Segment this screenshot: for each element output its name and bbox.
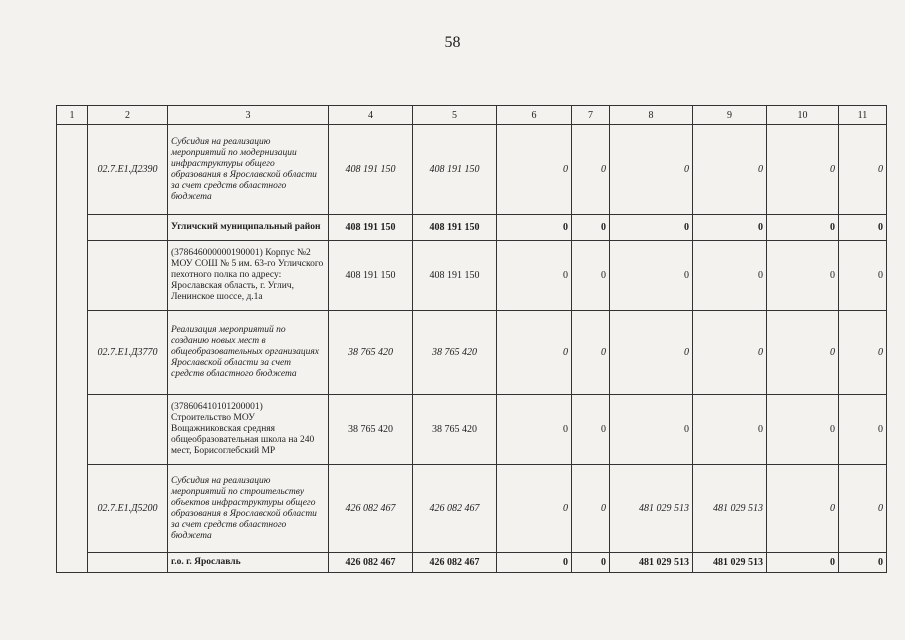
code-cell: [88, 395, 168, 465]
header-cell: 7: [572, 106, 610, 125]
code-cell: [88, 215, 168, 241]
header-cell: 3: [168, 106, 329, 125]
value-cell: 38 765 420: [329, 311, 413, 395]
value-cell: 0: [610, 395, 693, 465]
value-cell: 0: [497, 215, 572, 241]
table-row: [57, 395, 887, 465]
value-cell: 0: [839, 553, 887, 573]
value-cell: 0: [497, 465, 572, 553]
value-cell: 0: [767, 125, 839, 215]
value-cell: 0: [693, 241, 767, 311]
value-cell: 408 191 150: [329, 215, 413, 241]
page-number: 58: [444, 34, 461, 51]
value-cell: 0: [767, 553, 839, 573]
table-row: [57, 125, 887, 215]
code-cell: 02.7.E1.Д5200: [88, 465, 168, 553]
value-cell: 0: [839, 395, 887, 465]
value-cell: 481 029 513: [693, 465, 767, 553]
description-cell: Субсидия на реализацию мероприятий по строительству объектов инфраструктуры общего образования в Ярославской области за счет средств областного бюджета: [168, 465, 329, 553]
value-cell: 0: [572, 311, 610, 395]
code-cell: 02.7.E1.Д3770: [88, 311, 168, 395]
header-cell: 8: [610, 106, 693, 125]
header-cell: 9: [693, 106, 767, 125]
value-cell: 408 191 150: [413, 125, 497, 215]
value-cell: 481 029 513: [693, 553, 767, 573]
header-cell: 6: [497, 106, 572, 125]
header-cell: 11: [839, 106, 887, 125]
description-cell: г.о. г. Ярославль: [168, 553, 329, 573]
value-cell: 426 082 467: [413, 465, 497, 553]
value-cell: 0: [572, 241, 610, 311]
value-cell: 426 082 467: [329, 553, 413, 573]
value-cell: 0: [839, 215, 887, 241]
header-cell: 10: [767, 106, 839, 125]
table-row: [57, 311, 887, 395]
value-cell: 0: [767, 215, 839, 241]
table-row: [57, 215, 887, 241]
value-cell: 0: [497, 125, 572, 215]
value-cell: 0: [693, 395, 767, 465]
value-cell: 0: [693, 311, 767, 395]
value-cell: 38 765 420: [413, 311, 497, 395]
value-cell: 426 082 467: [413, 553, 497, 573]
header-cell: 1: [57, 106, 88, 125]
code-cell: [88, 553, 168, 573]
value-cell: 0: [767, 311, 839, 395]
value-cell: 408 191 150: [329, 241, 413, 311]
value-cell: 426 082 467: [329, 465, 413, 553]
header-cell: 5: [413, 106, 497, 125]
value-cell: 0: [610, 215, 693, 241]
value-cell: 0: [839, 465, 887, 553]
value-cell: 0: [767, 395, 839, 465]
value-cell: 0: [839, 311, 887, 395]
value-cell: 0: [610, 311, 693, 395]
value-cell: 0: [572, 395, 610, 465]
value-cell: 0: [497, 241, 572, 311]
value-cell: 0: [572, 125, 610, 215]
value-cell: 0: [497, 395, 572, 465]
value-cell: 0: [572, 553, 610, 573]
value-cell: 0: [497, 311, 572, 395]
header-cell: 2: [88, 106, 168, 125]
code-cell: 02.7.E1.Д2390: [88, 125, 168, 215]
value-cell: 0: [839, 241, 887, 311]
value-cell: 408 191 150: [413, 241, 497, 311]
value-cell: 0: [572, 215, 610, 241]
value-cell: 0: [767, 241, 839, 311]
table-row: [57, 465, 887, 553]
value-cell: 0: [767, 465, 839, 553]
value-cell: 408 191 150: [329, 125, 413, 215]
description-cell: (378606410101200001) Строительство МОУ Вощажниковская средняя общеобразовательная школа на 240 мест, Борисоглебский МР: [168, 395, 329, 465]
description-cell: Угличский муниципальный район: [168, 215, 329, 241]
header-row: [57, 106, 887, 125]
description-cell: Субсидия на реализацию мероприятий по модернизации инфраструктуры общего образования в Ярославской области за счет средств областного бюджета: [168, 125, 329, 215]
value-cell: 38 765 420: [413, 395, 497, 465]
value-cell: 0: [693, 125, 767, 215]
value-cell: 0: [610, 125, 693, 215]
header-cell: 4: [329, 106, 413, 125]
value-cell: 408 191 150: [413, 215, 497, 241]
budget-table: [56, 105, 887, 573]
description-cell: Реализация мероприятий по созданию новых мест в общеобразовательных организациях Ярославской области за счет средств областного бюджета: [168, 311, 329, 395]
code-cell: [88, 241, 168, 311]
value-cell: 38 765 420: [329, 395, 413, 465]
value-cell: 481 029 513: [610, 465, 693, 553]
value-cell: 0: [610, 241, 693, 311]
value-cell: 0: [693, 215, 767, 241]
description-cell: (378646000000190001) Корпус №2 МОУ СОШ № 5 им. 63-го Угличского пехотного полка по адресу: Ярославская область, г. Углич, Ленинское шоссе, д.1а: [168, 241, 329, 311]
table-row: [57, 553, 887, 573]
value-cell: 0: [572, 465, 610, 553]
row-number-cell: [57, 125, 88, 573]
table-row: [57, 241, 887, 311]
value-cell: 0: [839, 125, 887, 215]
value-cell: 0: [497, 553, 572, 573]
value-cell: 481 029 513: [610, 553, 693, 573]
